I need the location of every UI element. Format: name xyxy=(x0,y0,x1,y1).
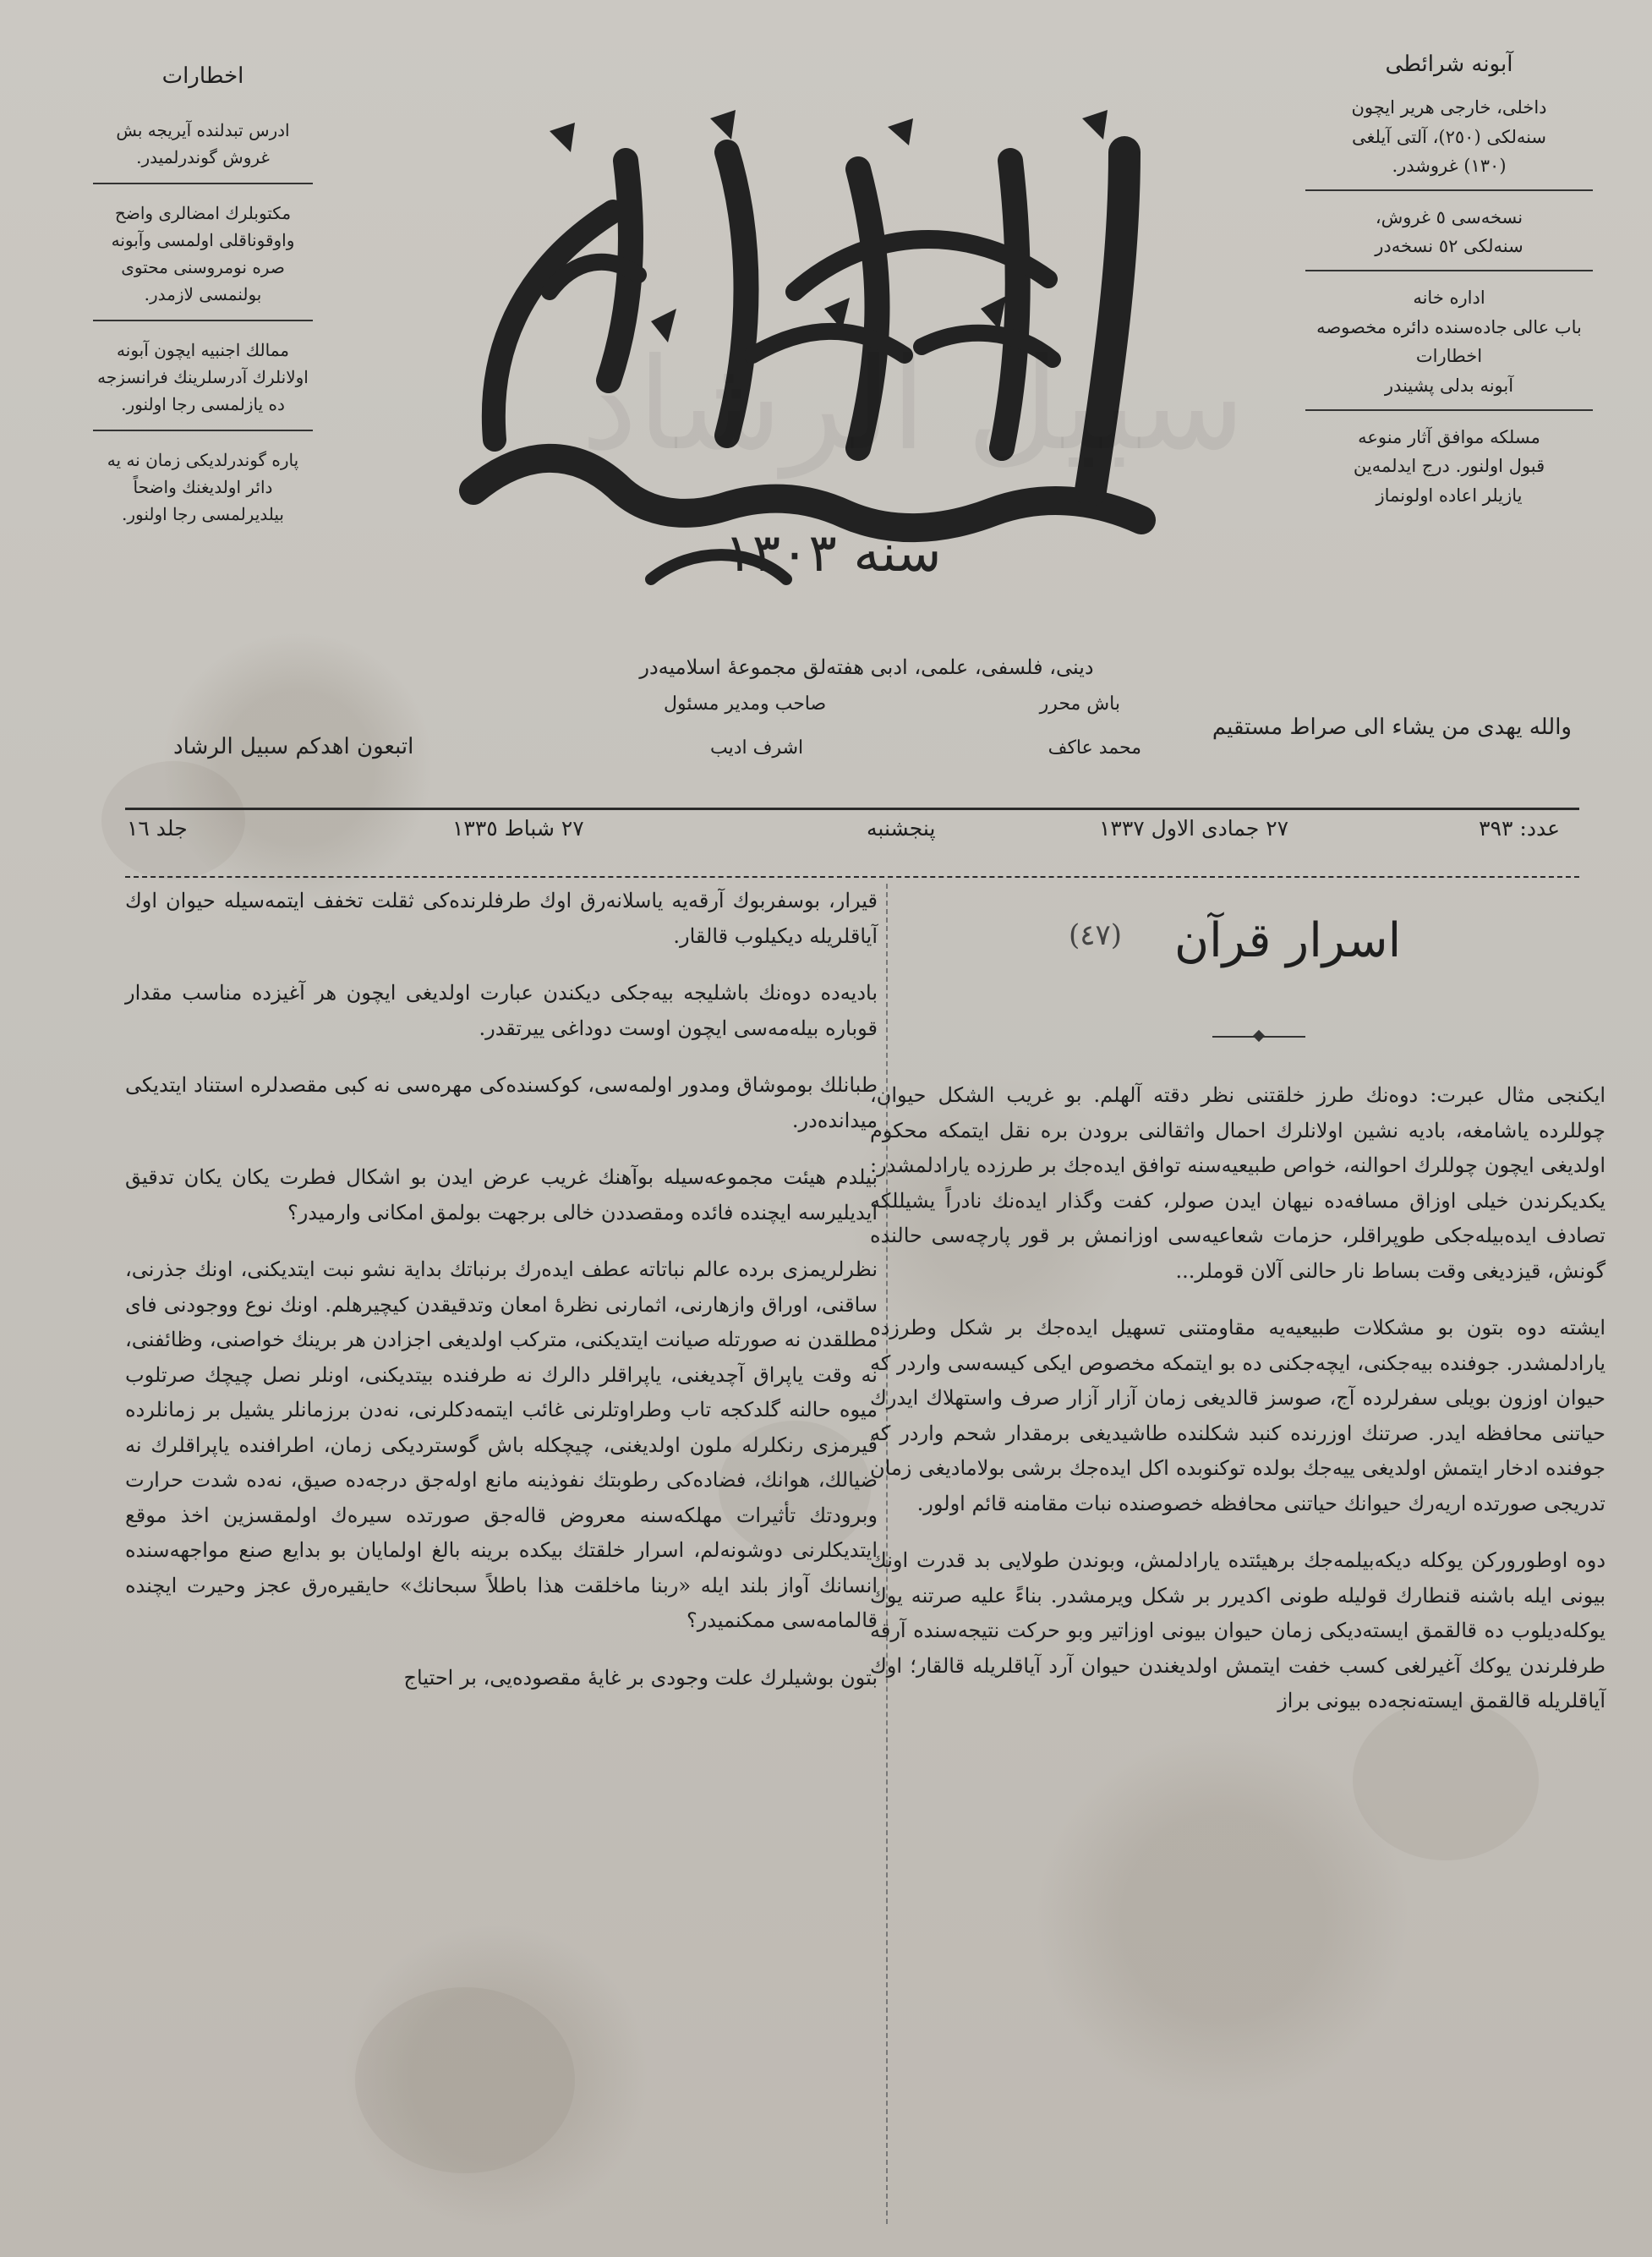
price-line: سنه‌لکی ٥٢ نسخه‌در xyxy=(1375,236,1523,257)
divider-top xyxy=(125,808,1579,810)
left-notices xyxy=(93,59,313,548)
verse-left: اتبعون اهدکم سبیل الرشاد xyxy=(173,734,414,759)
masthead-calligraphy xyxy=(397,51,1243,617)
left-column xyxy=(125,884,878,2220)
subscription-line: داخلی، خارجی هریر ایچون xyxy=(1351,96,1547,118)
office-line: اخطارات xyxy=(1415,346,1483,367)
price-line: نسخه‌سی ٥ غروش، xyxy=(1375,206,1523,227)
left-paragraph-2: بادیه‌ده دوه‌نك باشلیجه بیه‌جکی دیکندن عبارت اولدیغی ایچون هر آغیزده مناسب مقدار قوباره بیله‌مه‌سی ایچون اوست دوداغی ییرتقدر. xyxy=(125,981,878,1040)
masthead-year: سنه ۱۳۰۳ xyxy=(724,522,942,583)
left-notice-3: ممالك اجنبیه ایچون آبونه اولانلرك آدرسلرینك فرانسزجه ده یازلمسی رجا اولنور. xyxy=(93,330,313,431)
right-paragraph-2: ایشته دوه بتون بو مشکلات طبیعیه‌یه مقاومتنی تسهیل ایده‌جك بر شکل وطرزده یارادلمشدر. جوفنده بیه‌جکنی، ایچه‌جکنی ده بو ایتمکه مخصوص ایکی کیسه‌سی واردر که حیوان اوزون بویلی سفرلرده آج، صوسز قالدیغی زمان آزار آزار صرف واستهلاك ایدرك حیاتنی محافظه ایدر. صرتنك اوزرنده کنبد شکلنده طاشیدیغی برمقدار شحم واردر که جوفنده ادخار ایتمش اولدیغی ییه‌جك بولده توکنوبده اکل ایده‌جك برشی بولامادیغی زمان تدریجی صورتده اریه‌رك حیوانك حیاتنی محافظه خصوصنده نبات مقامنه قائم اولور. xyxy=(870,1316,1606,1515)
masthead xyxy=(397,51,1243,617)
verse-right: والله یهدی من یشاء الی صراط مستقیم xyxy=(1212,715,1572,740)
issue-row xyxy=(127,816,1560,850)
editor-role-left: صاحب ومدیر مسئول xyxy=(664,693,827,715)
rumi-date: ۲۷ شباط ۱۳۳٥ xyxy=(452,816,584,841)
right-column xyxy=(870,913,1606,2216)
ornament-icon xyxy=(1212,1032,1305,1042)
hijri-date: ۲۷ جمادی الاول ۱۳۳۷ xyxy=(1099,816,1289,841)
office-line: اداره خانه xyxy=(1413,288,1485,309)
editor-block xyxy=(643,693,1150,778)
left-notice-4: پاره گوندرلدیکی زمان نه یه دائر اولدیغنك واضحاً بیلدیرلمسی رجا اولنور. xyxy=(107,449,299,524)
office-line: باب عالی جاده‌سنده دائره مخصوصه xyxy=(1316,316,1582,337)
issue-number: عدد: ۳۹۳ xyxy=(1479,816,1560,841)
left-paragraph-4: بیلدم هیئت مجموعه‌سیله بوآهنك غریب عرض ایدن بو اشکال فطرت یکان یکان تدقیق ایدیلیرسه ایچنده فائده ومقصددن خالی برجهت بولمق امکانی وارمیدر؟ xyxy=(125,1165,878,1224)
right-subscription xyxy=(1305,47,1593,526)
article-title: اسرار قرآن xyxy=(1174,913,1402,968)
editor-name-right: محمد عاکف xyxy=(1048,737,1141,759)
left-notice-1: ادرس تبدلنده آیریجه بش غروش گوندرلمیدر. xyxy=(93,110,313,184)
subscription-line: سنه‌لکی (۲٥٠)، آلتی آیلغی xyxy=(1351,126,1547,147)
subscription-block xyxy=(1305,88,1593,191)
left-notices-title: اخطارات xyxy=(161,63,244,89)
policy-line: مسلکه موافق آثار منوعه xyxy=(1358,426,1540,447)
price-block xyxy=(1305,198,1593,271)
left-paragraph-3: طبانلك بوموشاق ومدور اولمه‌سی، کوکسنده‌کی مهره‌سی نه کبی مقصدلره استناد ایتدیکی میدانده‌در. xyxy=(125,1073,878,1132)
policy-block xyxy=(1305,418,1593,519)
editor-name-left: اشرف ادیب xyxy=(710,737,804,759)
left-paragraph-1: قیرار، بوسفربوك آرقه‌یه یاسلانه‌رق اوك طرفلرنده‌کی ثقلت تخفف ایتمه‌سیله حیوان اوك آیاقلریله دیکیلوب قالقار. xyxy=(125,889,878,948)
article-heading xyxy=(870,913,1606,994)
masthead-title-text: سبیل الرشاد xyxy=(581,331,1243,479)
editor-role-right: باش محرر xyxy=(1039,693,1120,715)
article-number: (٤۷) xyxy=(1069,918,1123,952)
right-paragraph-1: ایکنجی مثال عبرت: دوه‌نك طرز خلقتنی نظر دقته آلهلم. بو غریب الشکل حیوان، چوللرده یاشامغه، بادیه نشین اولانلرك احمال واثقالنی برودن بره نقل ایتمکه محکوم اولدیغی ایچون چوللرك احوالنه، خواص طبیعیه‌سنه توافق ایده‌جك بر طرزده یارادلمشدر: یکدیکرندن خیلی اوزاق مسافه‌ده نیهان ایدن صولر، کفت وگذار ایده‌نك نادراً یشیللکه تصادف ایده‌بیله‌جکی طوپراقلر، حزمات شعاعیه‌سی اوزانمش بر قور پارچه‌سی حالنده گونش، قیزدیغی وقت بساط نار حالنی آلان قوملر... xyxy=(870,1083,1606,1283)
left-paragraph-6: بتون بوشیلرك علت وجودی بر غایهٔ مقصوده‌یی، بر احتیاج xyxy=(403,1665,878,1690)
office-block xyxy=(1305,278,1593,411)
subtitle: دینی، فلسفی، علمی، ادبی هفته‌لق مجموعهٔ اسلامیه‌در xyxy=(639,655,1094,679)
left-notice-2: مکتوبلرك امضالری واضح واوقوناقلی اولمسی وآبونه صره نومروسنی محتوی بولنمسی لازمدر. xyxy=(93,193,313,321)
right-column-body xyxy=(870,1078,1606,1741)
office-line: آبونه بدلی پشیندر xyxy=(1384,375,1514,397)
volume-label: جلد ۱٦ xyxy=(127,816,188,841)
left-paragraph-5: نظرلریمزی برده عالم نباتاته عطف ایده‌رك برنباتك بدایة نشو نبت ایتدیکنی، اونك جذرنی، ساقنی، اوراق وازهارنی، اثمارنی نظرهٔ امعان وتدقیقدن کیچیرهلم. اونك نوع ووجودنی فای مطلقدن نه صورتله صیانت ایتدیکنی، مترکب اولدیغی اجزادن هر برینك خواصنی، وظائفنی، نه وقت یاپراق آچدیغنی، یاپراقلر دالرك نه طرفنده بیتدیکنی، اونلر نصل چیچك صرتلوب میوه حالنه گلدکجه تاب وطراوتلرنی غائب ایتمه‌دکلرنی، نه‌دن برزمانلر یشیل بر زمانلرده قیرمزی رنکلرله ملون اولدیغنی، چیچکله باش گوستردیکی زمان، اطرافنده یاپراقلرك نه ضیالك، هوانك، فضاده‌کی رطوبتك نفوذینه مانع اوله‌جق درجه‌ده صیق، نه‌ده شدت حرارت وبرودتك تأثیرات مهلکه‌سنه معروض قاله‌جق صورتده سیره‌ك اولمقسزین اخذ موقع ایتدیکلرنی دوشونه‌لم، اسرار خلقتك بیکده برینه بالغ اولمایان بو بدایع صنع مواجهه‌سنده انسانك آواز بلند ایله «ربنا ماخلقت هذا باطلاً سبحانك» حایقیره‌رق عجز وحیرت ایچنده قالمامه‌سی ممکنمیدر؟ xyxy=(125,1257,878,1633)
policy-line: قبول اولنور. درج ایدلمه‌ین xyxy=(1353,456,1545,477)
subscription-line: (۱۳۰) غروشدر. xyxy=(1392,156,1507,177)
policy-line: یازیلر اعاده اولونماز xyxy=(1376,485,1523,506)
right-paragraph-3: دوه اوطورورکن یوکله دیکه‌بیلمه‌جك برهیئتده یارادلمش، وبوندن طولایی بد قدرت اونك بیونی ایله باشنه قنطارك قولیله طونی اکدیرر بر شکل ویرمشدر. بناءً علیه صرتنه یوك یوکله‌دیلوب ده قالقمق ایسته‌دیکی زمان حیوان بیونی اوزاتیر وبو حرکت نتیجه‌سنده آرقه طرفلرندن یوکك آغیرلغی کسب خفت ایتمش اولدیغندن حیوان آرد آیاقلریله قالقار؛ اوك آیاقلریله قالقمق ایسته‌نجه‌ده بیونی براز xyxy=(870,1548,1606,1713)
divider-bottom xyxy=(125,876,1579,878)
subscription-title: آبونه شرائطی xyxy=(1385,52,1513,77)
weekday: پنجشنبه xyxy=(867,816,936,841)
